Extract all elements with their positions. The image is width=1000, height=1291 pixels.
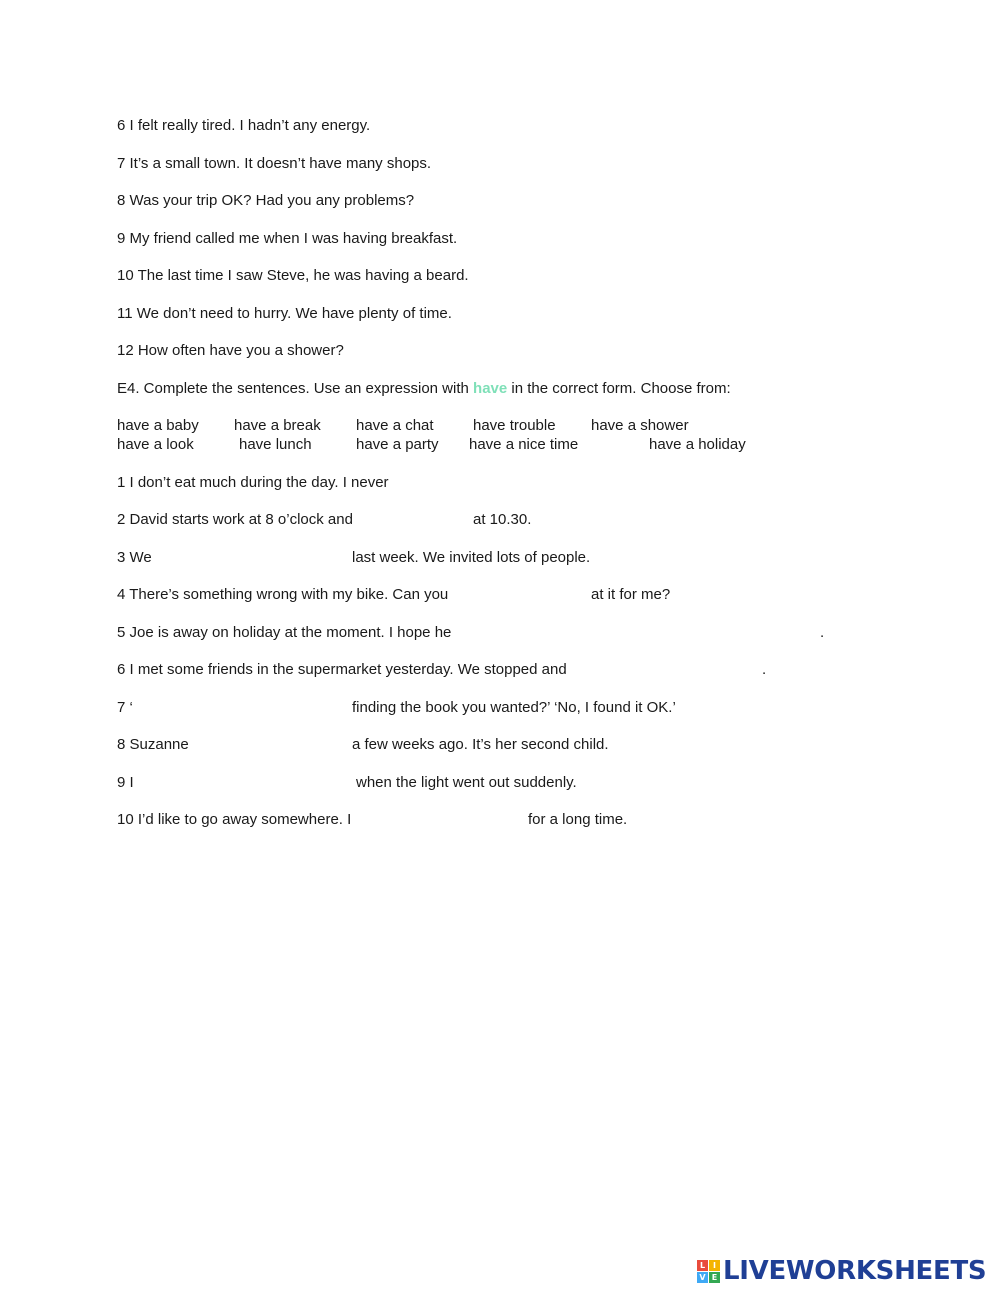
exercise4-item-7-text: 7 ‘ [117,699,133,716]
exercise4-item-2-continuation: at 10.30. [473,511,532,528]
exercise3-item-7: 7 It’s a small town. It doesn’t have many shops. [117,155,432,172]
instruction-text-after: in the correct form. Choose from: [507,380,731,397]
option: have a party [356,436,439,453]
exercise4-item-3-text: 3 We [117,549,152,566]
exercise3-item-11: 11 We don’t need to hurry. We have plenty of time. [117,305,452,322]
option: have a nice time [469,436,579,453]
instruction-text-before: E4. Complete the sentences. Use an expression with [117,380,474,397]
exercise4-item-7-continuation: finding the book you wanted?’ ‘No, I found it OK.’ [352,699,676,716]
exercise3-item-10: 10 The last time I saw Steve, he was having a beard. [117,267,469,284]
option: have a shower [591,417,689,434]
exercise4-item-4-continuation: at it for me? [591,586,671,603]
exercise4-item-6-continuation: . [762,661,767,678]
instruction-keyword: have [473,380,508,397]
option: have a baby [117,417,199,434]
exercise4-item-1-text: 1 I don’t eat much during the day. I never [117,474,389,491]
liveworksheets-logo [697,1257,986,1285]
exercise4-item-8-continuation: a few weeks ago. It’s her second child. [352,736,609,753]
logo-cubes-icon [697,1260,720,1283]
logo-cube: L [697,1260,708,1271]
option: have trouble [473,417,556,434]
exercise4-item-2-text: 2 David starts work at 8 o’clock and [117,511,353,528]
option: have lunch [239,436,312,453]
exercise4-instruction [117,380,731,398]
option: have a holiday [649,436,746,453]
exercise3-item-8: 8 Was your trip OK? Had you any problems? [117,192,415,209]
logo-cube: E [709,1272,720,1283]
exercise4-item-4-text: 4 There’s something wrong with my bike. Can you [117,586,449,603]
option: have a chat [356,417,434,434]
logo-cube: V [697,1272,708,1283]
option: have a break [234,417,321,434]
exercise4-item-3-continuation: last week. We invited lots of people. [352,549,591,566]
exercise4-item-5-text: 5 Joe is away on holiday at the moment. I hope he [117,624,452,641]
logo-cube: I [709,1260,720,1271]
exercise3-item-9: 9 My friend called me when I was having breakfast. [117,230,458,247]
exercise4-item-10-continuation: for a long time. [528,811,628,828]
exercise4-item-8-text: 8 Suzanne [117,736,189,753]
exercise4-item-9-text: 9 I [117,774,134,791]
exercise4-item-10-text: 10 I’d like to go away somewhere. I [117,811,352,828]
exercise3-item-12: 12 How often have you a shower? [117,342,344,359]
logo-text: LIVEWORKSHEETS [723,1256,987,1286]
exercise4-item-5-continuation: . [820,624,825,641]
option: have a look [117,436,194,453]
exercise4-item-6-text: 6 I met some friends in the supermarket yesterday. We stopped and [117,661,567,678]
exercise4-item-9-continuation: when the light went out suddenly. [356,774,577,791]
exercise3-item-6: 6 I felt really tired. I hadn’t any energy. [117,117,371,134]
